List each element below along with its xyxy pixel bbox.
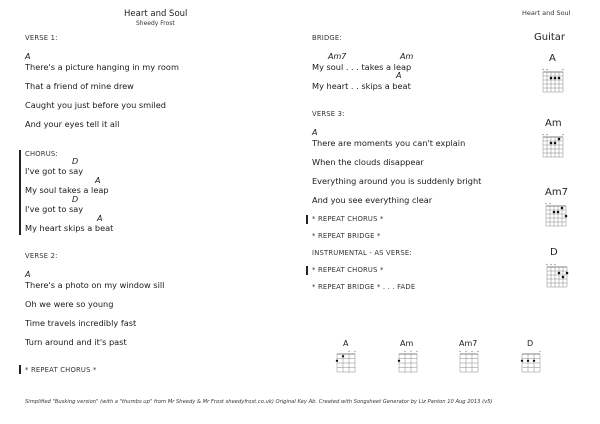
section-label: VERSE 1:	[25, 34, 58, 42]
chord-symbol: A	[25, 52, 31, 61]
repeat-chorus-instruction: * REPEAT CHORUS *	[312, 215, 384, 223]
chord-symbol: Am7	[328, 52, 347, 61]
chorus-marker-bar	[306, 266, 308, 275]
chord-name: Am	[400, 339, 414, 348]
lyric-line: Oh we were so young	[25, 299, 114, 309]
guitar-heading: Guitar	[534, 32, 566, 43]
chord-symbol: A	[25, 270, 31, 279]
lyric-line: There are moments you can't explain	[312, 138, 466, 148]
lyric-line: Everything around you is suddenly bright	[312, 176, 482, 186]
lyric-line: I've got to say	[25, 166, 84, 176]
chord-symbol: A	[97, 214, 103, 223]
section-label: VERSE 3:	[312, 110, 345, 118]
ukulele-chord-diagram-am	[396, 350, 420, 374]
lyric-line: My soul . . . takes a leap	[312, 62, 412, 72]
section-label: BRIDGE:	[312, 34, 342, 42]
guitar-chord-diagram-am7	[543, 202, 569, 230]
ukulele-chord-diagram-a	[334, 350, 358, 374]
repeat-chorus-instruction: * REPEAT CHORUS *	[312, 266, 384, 274]
chord-symbol: Am	[400, 52, 414, 61]
lyric-line: My soul takes a leap	[25, 185, 109, 195]
chord-name: Am7	[545, 187, 568, 198]
ukulele-chord-diagram-d	[519, 350, 543, 374]
lyric-line: And you see everything clear	[312, 195, 433, 205]
lyric-line: When the clouds disappear	[312, 157, 424, 167]
chord-name: D	[550, 247, 558, 258]
lyric-line: There's a picture hanging in my room	[25, 62, 179, 72]
lyric-line: Turn around and it's past	[25, 337, 127, 347]
chorus-marker-bar	[19, 365, 21, 374]
section-label: INSTRUMENTAL - AS VERSE:	[312, 249, 412, 257]
page-header-title: Heart and Soul	[522, 9, 571, 17]
chord-symbol: A	[95, 176, 101, 185]
lyric-line: My heart . . skips a beat	[312, 81, 411, 91]
chord-name: D	[527, 339, 534, 348]
repeat-bridge-fade-instruction: * REPEAT BRIDGE * . . . FADE	[312, 283, 416, 291]
lyric-line: I've got to say	[25, 204, 84, 214]
section-label: VERSE 2:	[25, 252, 58, 260]
guitar-chord-diagram-am	[540, 133, 566, 161]
chord-symbol: D	[72, 157, 79, 166]
chorus-marker-bar	[306, 215, 308, 224]
chord-name: A	[343, 339, 349, 348]
chord-symbol: A	[312, 128, 318, 137]
lyric-line: There's a photo on my window sill	[25, 280, 165, 290]
chord-name: Am	[545, 118, 562, 129]
lyric-line: That a friend of mine drew	[25, 81, 134, 91]
song-title: Heart and Soul	[124, 9, 188, 19]
lyric-line: And your eyes tell it all	[25, 119, 120, 129]
footer-credits: Simplified "Busking version" (with a "thumbs up" from Mr Sheedy & Mr Frost sheedyfrost.co.uk) Original Key Ab. Created with Songsheet Generator by Liz Panton 10 Aug 2013 (v5)	[25, 399, 493, 405]
chord-name: Am7	[459, 339, 478, 348]
lyric-line: My heart skips a beat	[25, 223, 114, 233]
ukulele-chord-diagram-am7	[457, 350, 481, 374]
lyric-line: Caught you just before you smiled	[25, 100, 166, 110]
chorus-marker-bar	[19, 150, 21, 235]
chord-symbol: A	[396, 71, 402, 80]
guitar-chord-diagram-d	[544, 263, 570, 291]
repeat-bridge-instruction: * REPEAT BRIDGE *	[312, 232, 381, 240]
repeat-chorus-instruction: * REPEAT CHORUS *	[25, 366, 97, 374]
chord-name: A	[549, 53, 556, 64]
guitar-chord-diagram-a	[540, 68, 566, 96]
section-label: CHORUS:	[25, 150, 58, 158]
song-artist: Sheedy Frost	[136, 20, 175, 27]
chord-symbol: D	[72, 195, 79, 204]
lyric-line: Time travels incredibly fast	[25, 318, 137, 328]
